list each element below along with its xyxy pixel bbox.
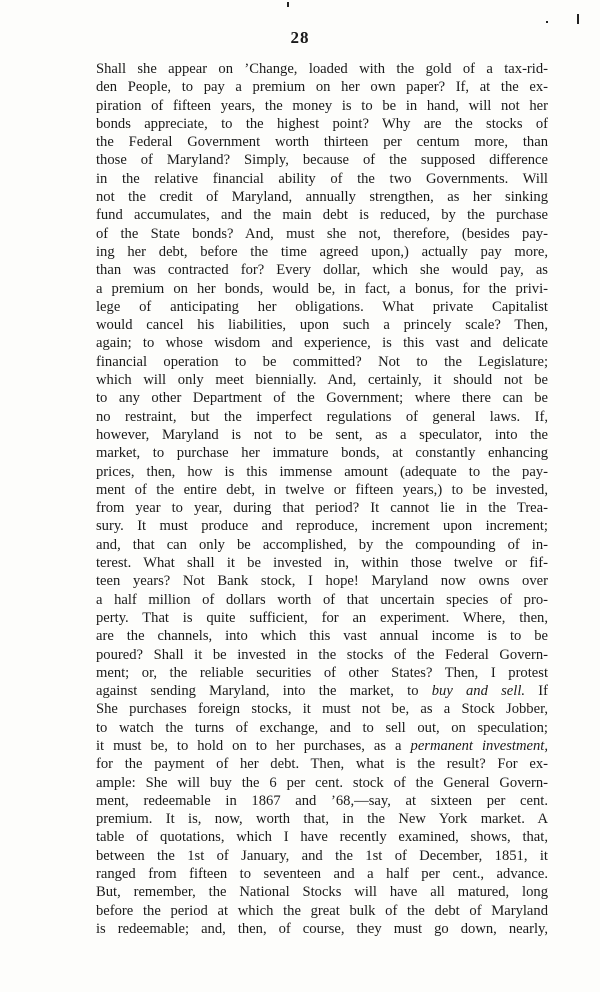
text-segment: If <box>525 683 548 700</box>
text-line: ment; or, the reliable securities of other States? Then, I protest <box>96 664 548 681</box>
text-line: again; to whose wisdom and experience, is this vast and delicate <box>96 335 548 352</box>
italic-phrase: buy and sell. <box>431 683 526 700</box>
print-speck <box>546 21 548 23</box>
body-text <box>96 60 548 938</box>
text-line: den People, to pay a premium on her own paper? If, at the ex- <box>96 79 548 96</box>
text-line: are the channels, into which this vast annual income is to be <box>96 628 548 645</box>
text-segment: against sending Maryland, into the market, to <box>96 683 432 700</box>
text-line: before the period at which the great bulk of the debt of Maryland <box>96 902 548 919</box>
text-line: those of Maryland? Simply, because of the supposed difference <box>96 152 548 169</box>
text-line: ment, redeemable in 1867 and ’68,—say, at sixteen per cent. <box>96 792 548 809</box>
text-line: from year to year, during that period? It cannot lie in the Trea- <box>96 500 548 517</box>
italic-phrase: permanent investment, <box>410 737 548 754</box>
text-line: which will only meet biennially. And, certainly, it should not be <box>96 372 548 389</box>
text-line: in the relative financial ability of the two Governments. Will <box>96 170 548 187</box>
print-speck <box>287 2 289 7</box>
text-line: to watch the turns of exchange, and to sell out, on speculation; <box>96 719 548 736</box>
text-line: terest. What shall it be invested in, within those twelve or fif- <box>96 555 548 572</box>
text-line: table of quotations, which I have recently examined, shows, that, <box>96 829 548 846</box>
text-line: sury. It must produce and reproduce, increment upon increment; <box>96 518 548 535</box>
page-number: 28 <box>290 28 310 47</box>
text-line: teen years? Not Bank stock, I hope! Maryland now owns over <box>96 573 548 590</box>
text-line: ranged from fifteen to seventeen and a half per cent., advance. <box>96 866 548 883</box>
text-line: poured? Shall it be invested in the stocks of the Federal Govern- <box>96 646 548 663</box>
text-line: to any other Department of the Government; where there can be <box>96 390 548 407</box>
text-line-mixed <box>96 682 548 700</box>
text-line: Shall she appear on ’Change, loaded with the gold of a tax-rid- <box>96 61 548 77</box>
text-line: and, that can only be accomplished, by the compounding of in- <box>96 536 548 553</box>
text-line: premium. It is, now, worth that, in the New York market. A <box>96 811 548 828</box>
text-line: between the 1st of January, and the 1st of December, 1851, it <box>96 847 548 864</box>
text-line: not the credit of Maryland, annually strengthen, as her sinking <box>96 189 548 206</box>
print-speck <box>577 14 579 24</box>
text-line: ment of the entire debt, in twelve or fifteen years,) to be invested, <box>96 481 548 498</box>
text-line: lege of anticipating her obligations. What private Capitalist <box>96 298 548 315</box>
text-line-mixed <box>96 737 548 755</box>
text-line: the Federal Government worth thirteen per centum more, than <box>96 134 548 151</box>
text-line: fund accumulates, and the main debt is reduced, by the purchase <box>96 207 548 224</box>
text-line: ample: She will buy the 6 per cent. stock of the General Govern- <box>96 774 548 791</box>
text-line: bonds appreciate, to the highest point? Why are the stocks of <box>96 115 548 132</box>
text-line: ing her debt, before the time agreed upon,) actually pay more, <box>96 243 548 260</box>
text-line: of the State bonds? And, must she not, therefore, (besides pay- <box>96 225 548 242</box>
text-line: no restraint, but the imperfect regulations of general laws. If, <box>96 408 548 425</box>
text-line: perty. That is quite sufficient, for an experiment. Where, then, <box>96 609 548 626</box>
text-line: than was contracted for? Every dollar, which she would pay, as <box>96 262 548 279</box>
text-line: But, remember, the National Stocks will have all matured, long <box>96 884 548 901</box>
text-line: a premium on her bonds, would be, in fact, a bonus, for the privi- <box>96 280 548 297</box>
text-line: however, Maryland is not to be sent, as a speculator, into the <box>96 426 548 443</box>
text-segment: it must be, to hold on to her purchases, as a <box>96 737 411 754</box>
text-line: financial operation to be committed? Not to the Legislature; <box>96 353 548 370</box>
text-line: a half million of dollars worth of that uncertain species of pro- <box>96 591 548 608</box>
text-line: market, to purchase her immature bonds, at constantly enhancing <box>96 445 548 462</box>
text-line: piration of fifteen years, the money is to be in hand, will not her <box>96 97 548 114</box>
text-line: would cancel his liabilities, upon such a princely scale? Then, <box>96 317 548 334</box>
text-line: for the payment of her debt. Then, what is the result? For ex- <box>96 756 548 773</box>
text-line: is redeemable; and, then, of course, they must go down, nearly, <box>96 920 548 937</box>
text-line: prices, then, how is this immense amount (adequate to the pay- <box>96 463 548 480</box>
text-line: She purchases foreign stocks, it must not be, as a Stock Jobber, <box>96 701 548 718</box>
